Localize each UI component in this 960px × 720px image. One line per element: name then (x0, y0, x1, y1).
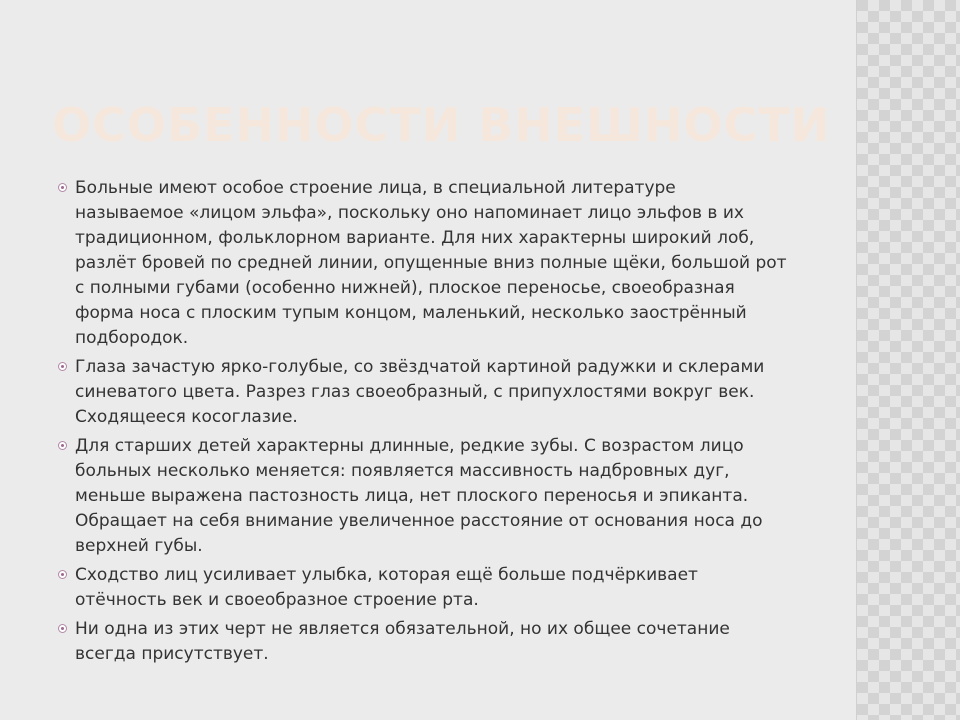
bullet-icon (58, 362, 67, 371)
bullet-text: Для старших детей характерны длинные, редкие зубы. С возрастом лицо больных несколько меняется: появляется массивность надбровных дуг, меньше выражена пастозность лица, нет плоского переносья и эпиканта. Обращает на себя внимание увеличенное расстояние от основания носа до верхней губы. (75, 436, 763, 556)
bullet-text: Глаза зачастую ярко-голубые, со звёздчатой картиной радужки и склерами синеватого цвета. Разрез глаз своеобразный, с припухлостями вокруг век. Сходящееся косоглазие. (75, 357, 765, 427)
bullet-text: Сходство лиц усиливает улыбка, которая ещё больше подчёркивает отёчность век и своеобразное строение рта. (75, 565, 698, 610)
list-item (58, 176, 788, 351)
slide-title: ОСОБЕННОСТИ ВНЕШНОСТИ (52, 98, 831, 152)
list-item (58, 434, 788, 559)
bullet-list (58, 176, 788, 671)
list-item (58, 355, 788, 430)
bullet-text: Больные имеют особое строение лица, в специальной литературе называемое «лицом эльфа», поскольку оно напоминает лицо эльфов в их традиционном, фольклорном варианте. Для них характерны широкий лоб, разлёт бровей по средней линии, опущенные вниз полные щёки, большой рот с полными губами (особенно нижней), плоское переносье, своеобразная форма носа с плоским тупым концом, маленький, несколько заострённый подбородок. (75, 178, 787, 348)
bullet-icon (58, 624, 67, 633)
bullet-icon (58, 570, 67, 579)
bullet-text: Ни одна из этих черт не является обязательной, но их общее сочетание всегда присутствует. (75, 619, 730, 664)
list-item (58, 617, 788, 667)
bullet-icon (58, 441, 67, 450)
decorative-side-pattern (856, 0, 960, 720)
bullet-icon (58, 183, 67, 192)
list-item (58, 563, 788, 613)
